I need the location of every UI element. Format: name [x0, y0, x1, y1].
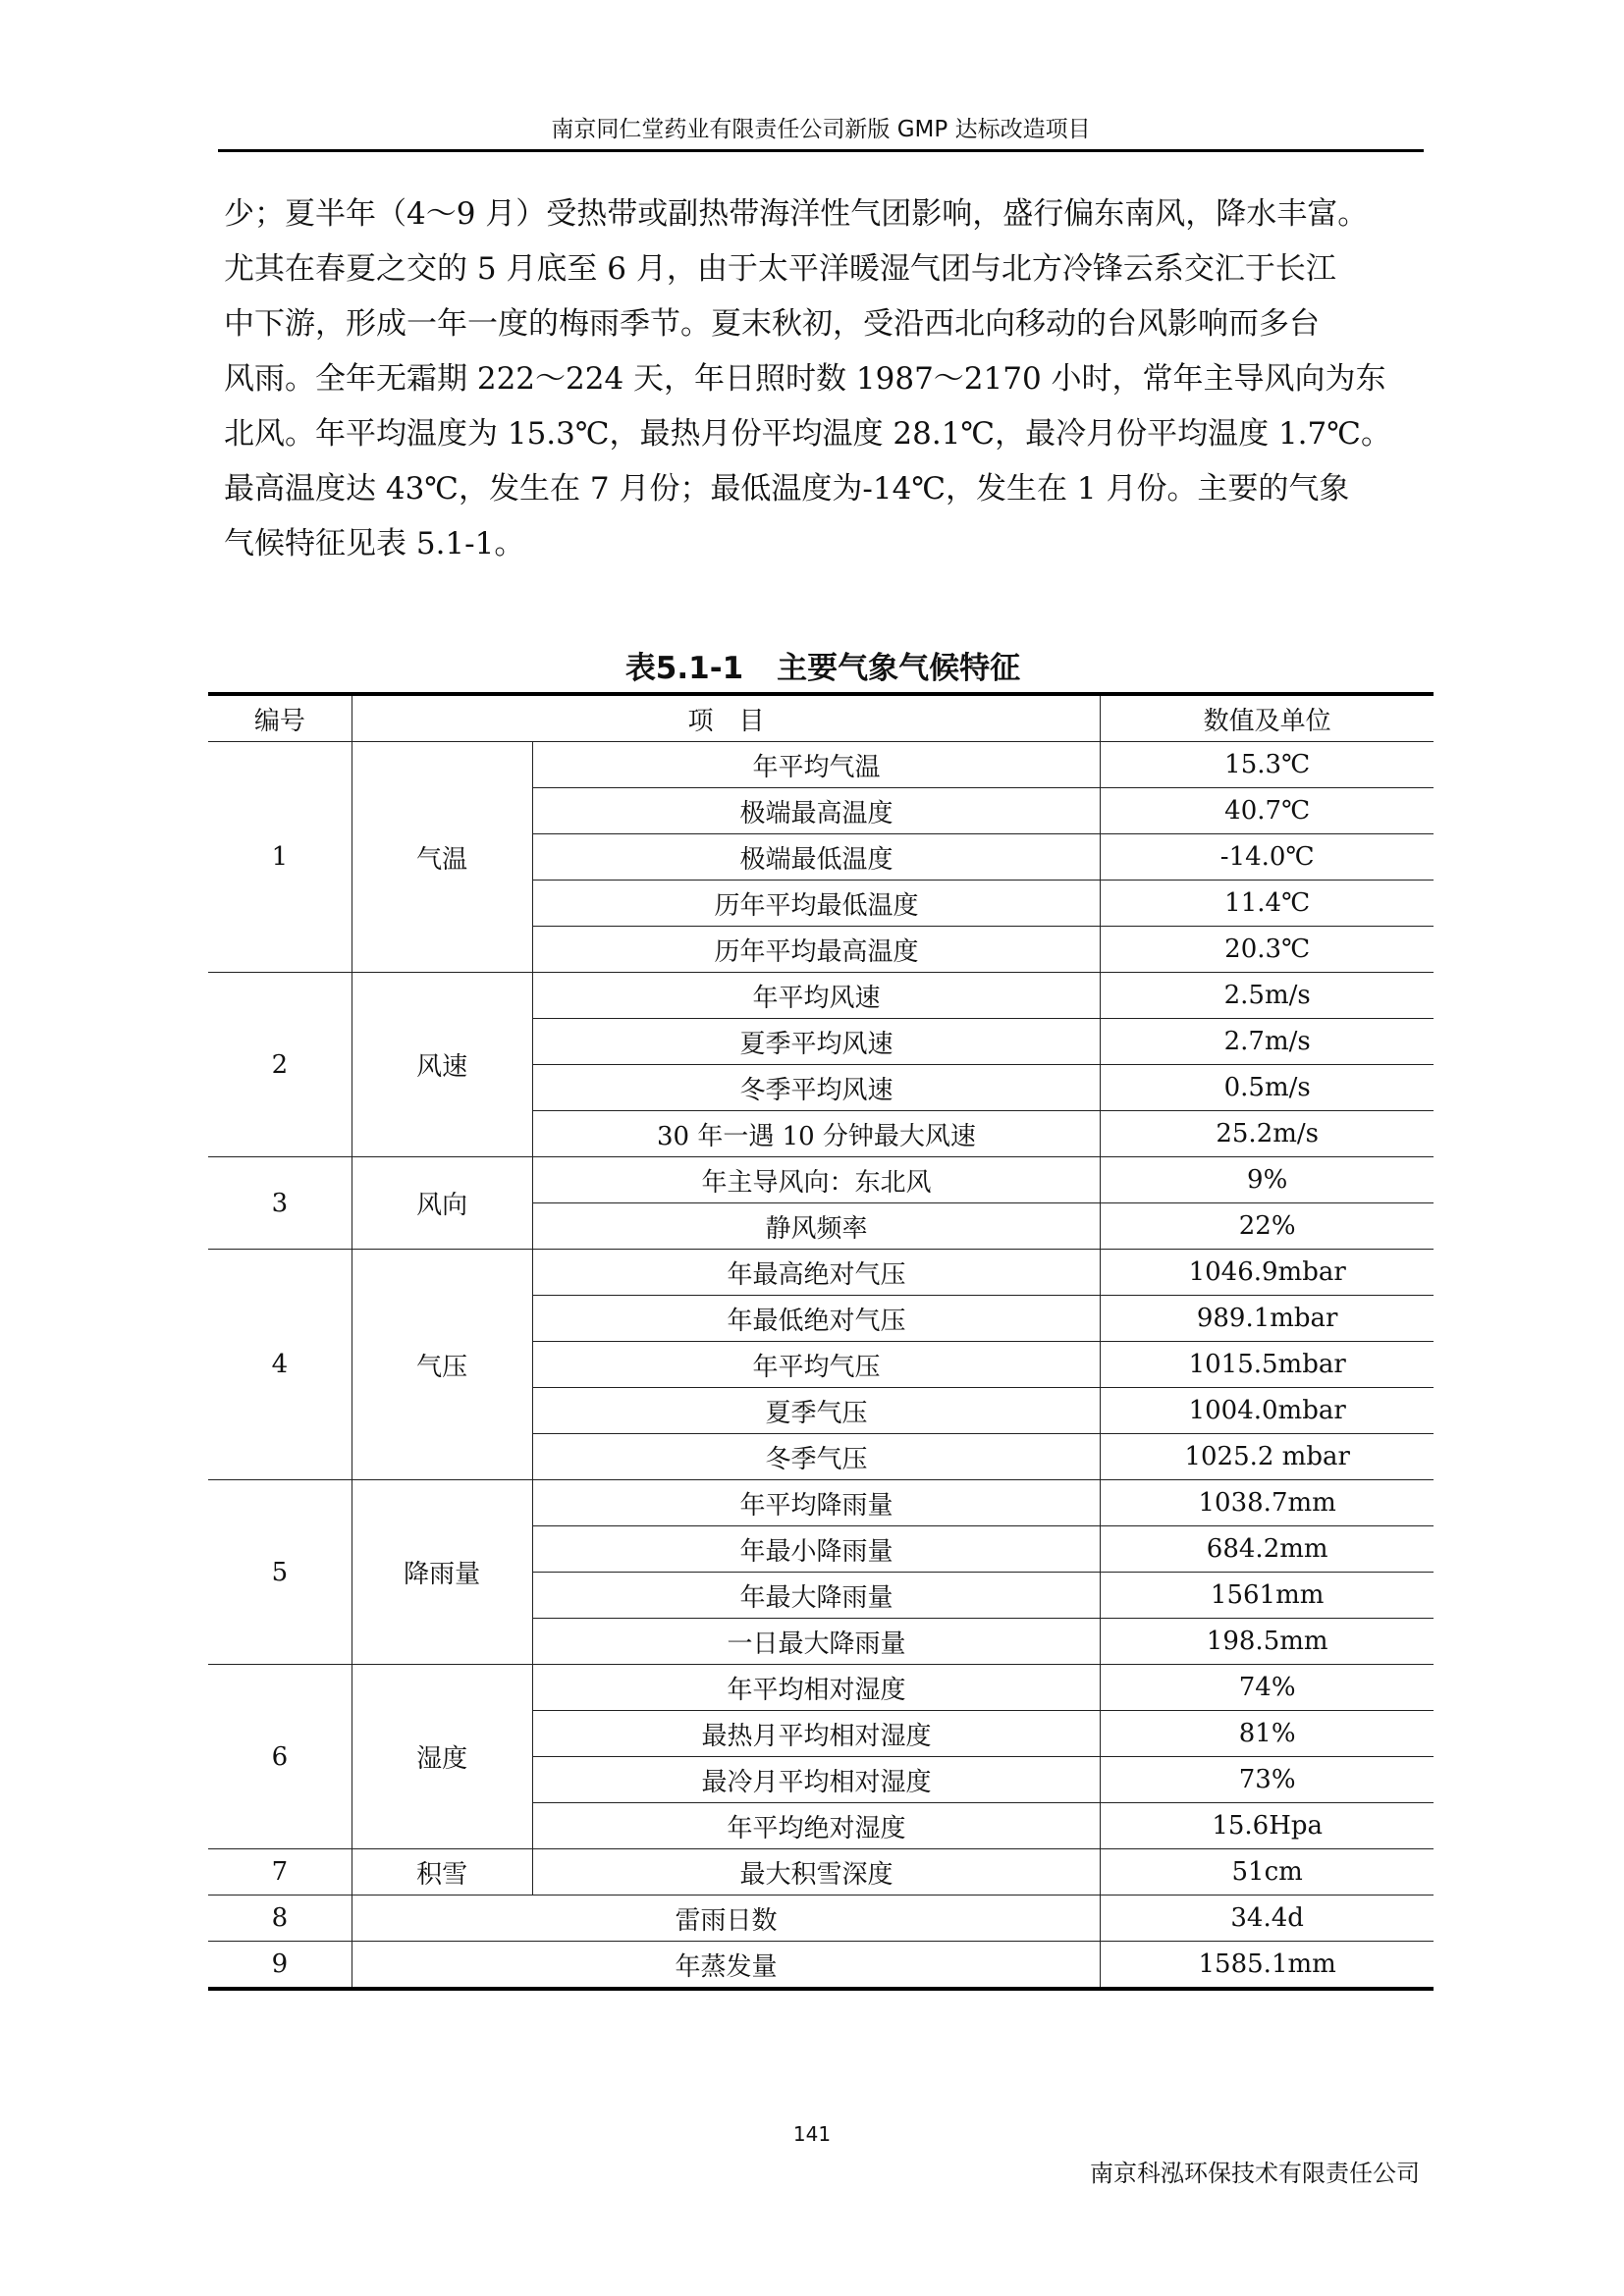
row-value: 9%: [1101, 1157, 1434, 1203]
row-item: 静风频率: [532, 1203, 1101, 1250]
row-value: 22%: [1101, 1203, 1434, 1250]
table-row: [208, 1157, 1434, 1203]
row-item: 年平均气压: [532, 1342, 1101, 1388]
row-item: 年蒸发量: [352, 1942, 1101, 1990]
header-item: 项 目: [352, 694, 1101, 742]
row-category: 风向: [352, 1157, 532, 1250]
row-value: 51cm: [1101, 1849, 1434, 1896]
body-line: 风雨。全年无霜期 222～224 天，年日照时数 1987～2170 小时，常年主导风向为东: [224, 361, 1386, 397]
row-number: 6: [208, 1665, 352, 1849]
row-value: 1015.5mbar: [1101, 1342, 1434, 1388]
row-number: 1: [208, 742, 352, 973]
row-number: 7: [208, 1849, 352, 1896]
body-line: 最高温度达 43℃，发生在 7 月份；最低温度为-14℃，发生在 1 月份。主要的气象: [224, 471, 1350, 507]
row-item: 历年平均最低温度: [532, 881, 1101, 927]
table-row: [208, 1896, 1434, 1942]
row-item: 冬季平均风速: [532, 1065, 1101, 1111]
row-category: 气压: [352, 1250, 532, 1480]
row-value: 15.3℃: [1101, 742, 1434, 788]
row-item: 最冷月平均相对湿度: [532, 1757, 1101, 1803]
header-value: 数值及单位: [1101, 694, 1434, 742]
row-value: 20.3℃: [1101, 927, 1434, 973]
page-header: 南京同仁堂药业有限责任公司新版 GMP 达标改造项目: [551, 117, 1091, 142]
row-item: 最大积雪深度: [532, 1849, 1101, 1896]
body-paragraph: [224, 187, 1432, 571]
row-item: 年最高绝对气压: [532, 1250, 1101, 1296]
row-value: 81%: [1101, 1711, 1434, 1757]
body-line: 少；夏半年（4～9 月）受热带或副热带海洋性气团影响，盛行偏东南风，降水丰富。: [224, 196, 1369, 232]
row-value: 15.6Hpa: [1101, 1803, 1434, 1849]
row-value: 989.1mbar: [1101, 1296, 1434, 1342]
row-category: 风速: [352, 973, 532, 1157]
row-value: 1038.7mm: [1101, 1480, 1434, 1526]
row-number: 4: [208, 1250, 352, 1480]
table-header-row: [208, 694, 1434, 742]
row-value: 684.2mm: [1101, 1526, 1434, 1573]
footer-company: 南京科泓环保技术有限责任公司: [1090, 2160, 1420, 2187]
row-item: 年平均相对湿度: [532, 1665, 1101, 1711]
header-rule: [218, 149, 1424, 152]
row-value: 2.7m/s: [1101, 1019, 1434, 1065]
row-number: 3: [208, 1157, 352, 1250]
row-item: 30 年一遇 10 分钟最大风速: [532, 1111, 1101, 1157]
row-category: 积雪: [352, 1849, 532, 1896]
row-value: 34.4d: [1101, 1896, 1434, 1942]
row-value: 0.5m/s: [1101, 1065, 1434, 1111]
table-row: [208, 973, 1434, 1019]
body-line: 尤其在春夏之交的 5 月底至 6 月，由于太平洋暖湿气团与北方冷锋云系交汇于长江: [224, 251, 1336, 287]
page-number: 141: [792, 2122, 832, 2146]
row-value: 1004.0mbar: [1101, 1388, 1434, 1434]
row-number: 8: [208, 1896, 352, 1942]
row-item: 历年平均最高温度: [532, 927, 1101, 973]
row-item: 极端最低温度: [532, 834, 1101, 881]
row-category: 气温: [352, 742, 532, 973]
table-row: [208, 742, 1434, 788]
table-title: 主要气象气候特征: [777, 651, 1021, 686]
table-row: [208, 1665, 1434, 1711]
row-category: 降雨量: [352, 1480, 532, 1665]
row-item: 年平均风速: [532, 973, 1101, 1019]
row-item: 一日最大降雨量: [532, 1619, 1101, 1665]
row-item: 年平均绝对湿度: [532, 1803, 1101, 1849]
row-number: 2: [208, 973, 352, 1157]
row-value: -14.0℃: [1101, 834, 1434, 881]
row-item: 年主导风向：东北风: [532, 1157, 1101, 1203]
row-value: 1585.1mm: [1101, 1942, 1434, 1990]
row-value: 2.5m/s: [1101, 973, 1434, 1019]
row-value: 40.7℃: [1101, 788, 1434, 834]
row-value: 11.4℃: [1101, 881, 1434, 927]
body-line: 气候特征见表 5.1-1。: [224, 526, 525, 561]
row-number: 9: [208, 1942, 352, 1990]
row-item: 最热月平均相对湿度: [532, 1711, 1101, 1757]
row-item: 冬季气压: [532, 1434, 1101, 1480]
climate-table: [208, 692, 1434, 1991]
row-item: 年最大降雨量: [532, 1573, 1101, 1619]
row-item: 雷雨日数: [352, 1896, 1101, 1942]
row-value: 25.2m/s: [1101, 1111, 1434, 1157]
row-item: 极端最高温度: [532, 788, 1101, 834]
row-value: 198.5mm: [1101, 1619, 1434, 1665]
header-no: 编号: [208, 694, 352, 742]
row-value: 1561mm: [1101, 1573, 1434, 1619]
row-item: 夏季气压: [532, 1388, 1101, 1434]
table-row: [208, 1480, 1434, 1526]
row-item: 年平均气温: [532, 742, 1101, 788]
row-category: 湿度: [352, 1665, 532, 1849]
table-row: [208, 1849, 1434, 1896]
table-row: [208, 1942, 1434, 1990]
table-number: 表5.1-1: [624, 651, 744, 686]
row-item: 夏季平均风速: [532, 1019, 1101, 1065]
table-row: [208, 1250, 1434, 1296]
row-value: 73%: [1101, 1757, 1434, 1803]
row-item: 年最低绝对气压: [532, 1296, 1101, 1342]
row-value: 1025.2 mbar: [1101, 1434, 1434, 1480]
row-value: 1046.9mbar: [1101, 1250, 1434, 1296]
climate-table-body: [208, 694, 1434, 1989]
row-item: 年平均降雨量: [532, 1480, 1101, 1526]
body-line: 北风。年平均温度为 15.3℃，最热月份平均温度 28.1℃，最冷月份平均温度 1.7℃。: [224, 416, 1391, 452]
table-caption: [218, 646, 1428, 691]
body-line: 中下游，形成一年一度的梅雨季节。夏末秋初，受沿西北向移动的台风影响而多台: [224, 306, 1320, 342]
row-value: 74%: [1101, 1665, 1434, 1711]
row-item: 年最小降雨量: [532, 1526, 1101, 1573]
row-number: 5: [208, 1480, 352, 1665]
